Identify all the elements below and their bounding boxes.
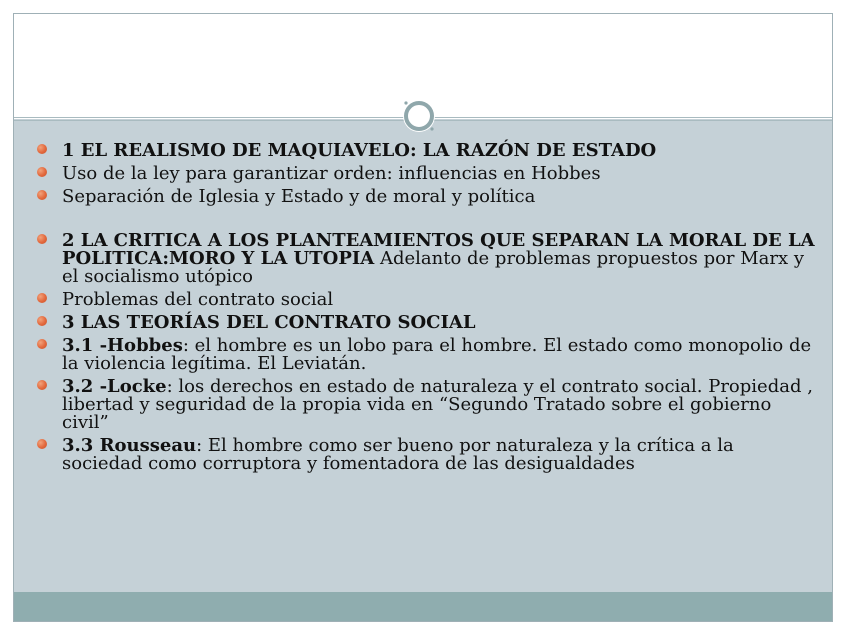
bullet-icon	[37, 293, 47, 303]
item-text: Uso de la ley para garantizar orden: influencias en Hobbes	[62, 163, 601, 184]
bullet-list	[37, 142, 817, 473]
item-text: : el hombre es un lobo para el hombre. El estado como monopolio de la violencia legítima. El Leviatán.	[62, 335, 812, 374]
list-item	[37, 165, 817, 183]
footer-band	[14, 592, 832, 621]
list-item	[37, 142, 817, 160]
bullet-icon	[37, 439, 47, 449]
bullet-icon	[37, 144, 47, 154]
item-bold-text: 3 LAS TEORÍAS DEL CONTRATO SOCIAL	[62, 312, 476, 333]
ring-icon	[401, 98, 437, 134]
list-item	[37, 314, 817, 332]
bullet-icon	[37, 234, 47, 244]
list-item	[37, 437, 817, 473]
item-text: : El hombre como ser bueno por naturaleza y la crítica a la sociedad como corruptora y fomentadora de las desigualdades	[62, 435, 734, 474]
bullet-icon	[37, 167, 47, 177]
bullet-icon	[37, 316, 47, 326]
slide	[13, 13, 833, 622]
item-bold-text: 3.3 Rousseau	[62, 435, 197, 456]
list-item	[37, 378, 817, 432]
item-text: Adelanto de problemas propuestos por Marx y el socialismo utópico	[62, 248, 805, 287]
item-text: Problemas del contrato social	[62, 289, 334, 310]
bullet-list-container	[37, 142, 817, 478]
item-text: : los derechos en estado de naturaleza y el contrato social. Propiedad , libertad y seguridad de la propia vida en “Segundo Tratado sobre el gobierno civil”	[62, 376, 813, 433]
list-item	[37, 291, 817, 309]
bullet-icon	[37, 190, 47, 200]
item-bold-text: 1 EL REALISMO DE MAQUIAVELO: LA RAZÓN DE ESTADO	[62, 140, 657, 161]
item-bold-text: 3.2 -Locke	[62, 376, 167, 397]
item-bold-text: 2 LA CRITICA A LOS PLANTEAMIENTOS QUE SEPARAN LA MORAL DE LA POLITICA:MORO Y LA UTOPIA	[62, 230, 815, 269]
item-text: Separación de Iglesia y Estado y de moral y política	[62, 186, 536, 207]
list-item	[37, 337, 817, 373]
list-item	[37, 232, 817, 286]
bullet-icon	[37, 339, 47, 349]
bullet-icon	[37, 380, 47, 390]
list-item	[37, 188, 817, 206]
item-bold-text: 3.1 -Hobbes	[62, 335, 183, 356]
